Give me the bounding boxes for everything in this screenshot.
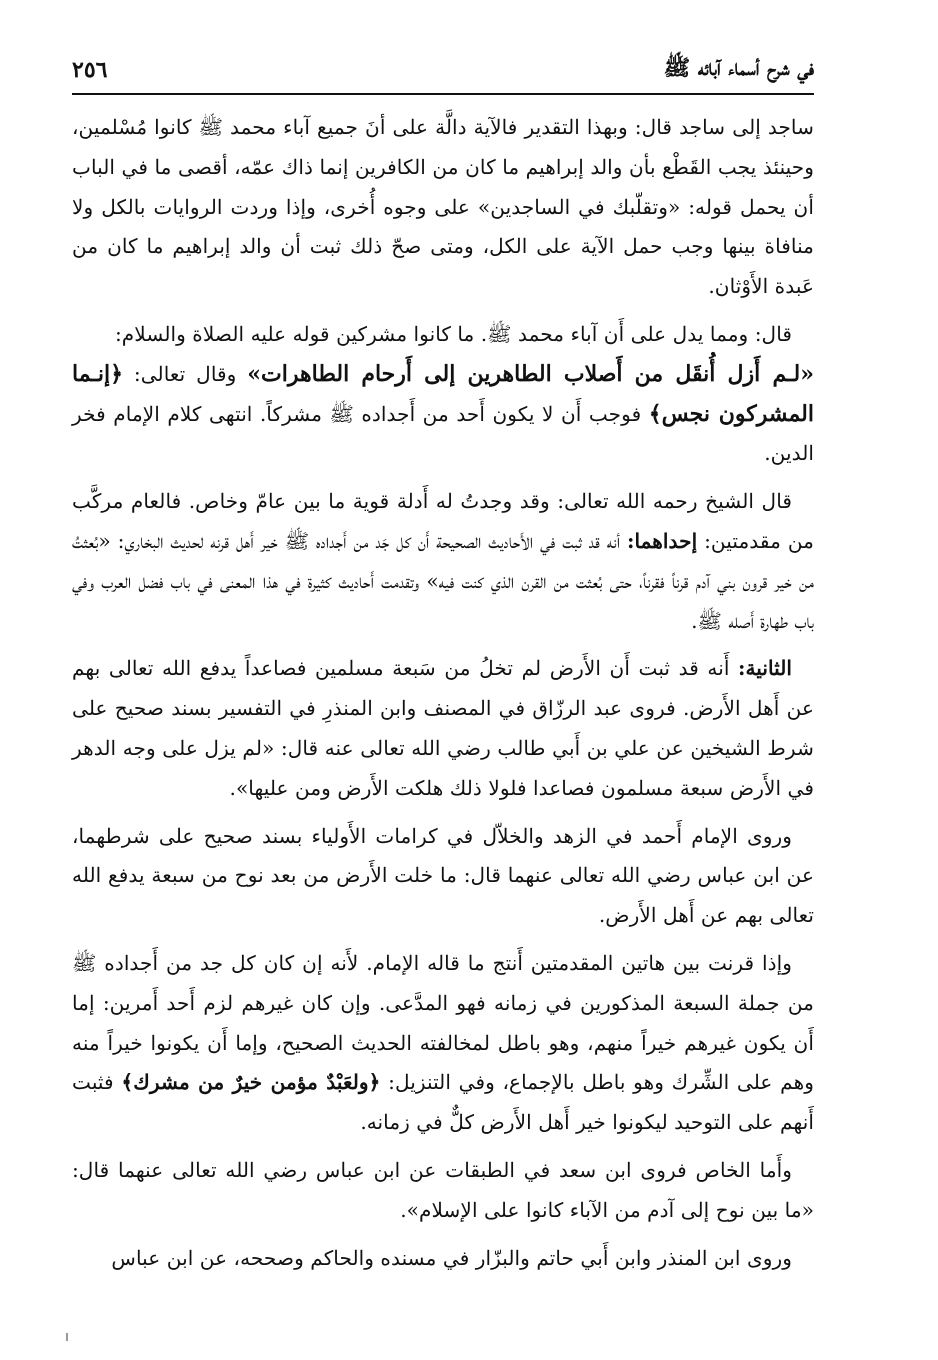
text-run: قال: ومما يدل على أَن آباء محمد ﷺ. ما كانوا مشركين قوله عليه الصلاة والسلام: — [114, 321, 792, 346]
text-run: أنه قد ثبت في الأَحاديث الصحيحة أَن كل جَد من أَجداده ﷺ خير أَهل قرنه لحديث البخاري: «بُعثتُ من خير قرون بني آدم قرناً فقرناً، حتى بُعثت من القرن الذي كنت فيه» وتقدمت أَحاديث كثيرة في هذا المعنى في باب فضل العرب وفي باب طهارة أَصله ﷺ. — [72, 528, 814, 633]
paragraph-6 — [72, 944, 814, 1143]
quran-verse: ﴿إنـما المشركون نجس﴾ — [72, 360, 814, 427]
page-body — [72, 108, 814, 1286]
paragraph-7: وأَما الخاص فروى ابن سعد في الطبقات عن ابن عباس رضي الله تعالى عنهما قال: «ما بين نوح إلى آدم من الآباء كانوا على الإسلام». — [72, 1157, 814, 1222]
text-run: فثبت أَنهم على التوحيد ليكونوا خير أَهل الأَرض كلٌّ في زمانه. — [72, 1070, 814, 1135]
hadith-quote: «لـم أَزل أُنقَل من أَصلاب الطاهرين إلى أَرحام الطاهرات» — [247, 360, 814, 387]
section-label: الثانية: — [738, 656, 792, 681]
text-run: أَنه قد ثبت أَن الأَرض لم تخلُ من سَبعة مسلمين فصاعداً يدفع الله تعالى بهم عن أَهل الأَرض. فروى عبد الرزّاق في المصنف وابن المنذرِ في التفسير بسند صحيح على شرط الشيخين عن علي بن أَبي طالب رضي الله تعالى عنه قال: «لم يزل على وجه الدهر في الأَرض سبعة مسلمون فصاعدا فلولا ذلك هلكت الأَرض ومن عليها». — [72, 656, 814, 800]
page-header — [72, 50, 814, 90]
header-rule — [72, 93, 814, 95]
quran-verse: ﴿ولعَبْدٌ مؤمن خيرٌ من مشرك﴾ — [121, 1070, 381, 1095]
text-run: وإذا قرنت بين هاتين المقدمتين أَنتج ما قاله الإمام. لأَنه إن كان كل جد من أَجداده ﷺ من جملة السبعة المذكورين في زمانه فهو المدَّعى. وإن كان غيرهم لزم أَحد أَمرين: إما أَن يكون غيرهم خيراً منهم، وهو باطل لمخالفته الحديث الصحيح، وإما أَن يكونوا خيراً منه وهم على الشِّرك وهو باطل بالإجماع، وفي التنزيل: — [72, 950, 814, 1095]
section-label: إحداهما: — [627, 528, 698, 553]
text-run: فوجب أَن لا يكون أَحد من أَجداده ﷺ مشركاً. انتهى كلام الإمام فخر الدين. — [72, 401, 814, 466]
scan-mark — [66, 1333, 68, 1341]
text-run: قال الشيخ رحمه الله تعالى: وقد وجدتُ له أَدلة قوية ما بين عامّ وخاص. فالعام مركَّب من مقدمتين: — [72, 489, 814, 553]
running-title: في شرح أسماء آبائه ﷺ — [663, 55, 814, 81]
page-number: ٢٥٦ — [72, 57, 108, 83]
paragraph-8: وروى ابن المنذر وابن أَبي حاتم والبزّار في مسنده والحاكم وصححه، عن ابن عباس — [111, 1245, 792, 1270]
paragraph-5: وروى الإمام أَحمد في الزهد والخلاّل في كرامات الأَولياء بسند صحيح على شرطهما، عن ابن عباس رضي الله تعالى عنهما قال: ما خلت الأَرض من بعد نوح من سبعة يدفع الله تعالى بهم عن أَهل الأَرض. — [72, 823, 814, 928]
paragraph-3 — [72, 482, 814, 641]
text-run: وقال تعالى: — [123, 361, 248, 386]
paragraph-2 — [72, 315, 814, 474]
paragraph-1: ساجد إلى ساجد قال: وبهذا التقدير فالآية دالَّة على أنَ جميع آباء محمد ﷺ كانوا مُسْلمين، وحينئذ يجب القَطْع بأن والد إبراهيم ما كان من الكافرين إنما ذاك عمّه، أقصى ما في الباب أن يحمل قوله: «وتقلّبك في الساجدين» على وجوه أُخرى، وإذا وردت الروايات بالكل ولا منافاة بينها وجب حمل الآية على الكل، ومتى صحّ ذلك ثبت أن والد إبراهيم ما كان من عَبدة الأَوْثان. — [72, 115, 814, 299]
paragraph-4 — [72, 649, 814, 808]
